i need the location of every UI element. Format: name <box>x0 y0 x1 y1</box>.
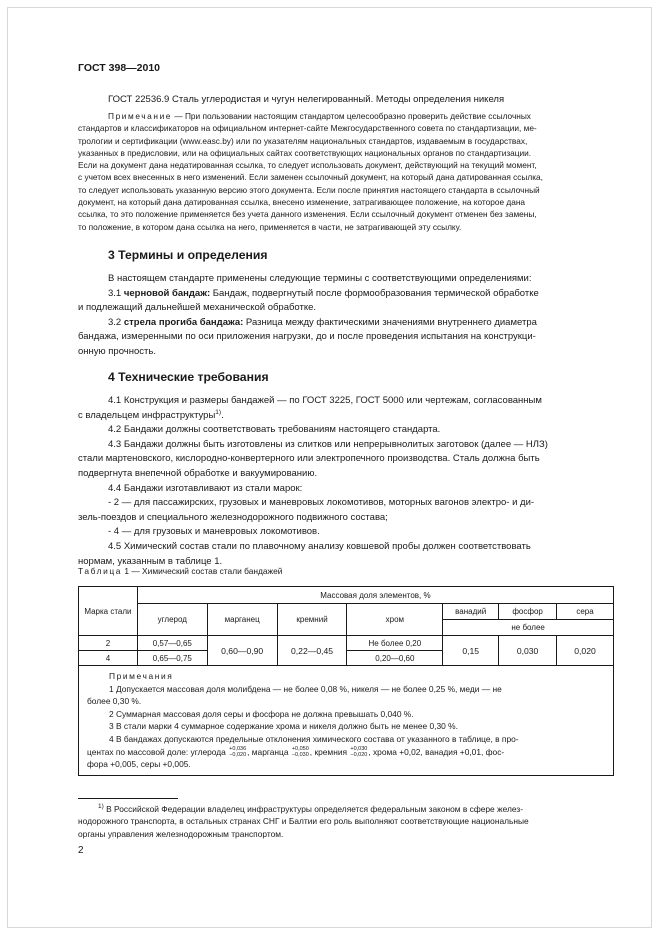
note-line: с учетом всех внесенных в него изменений. Если заменен ссылочный документ, на который дана датированная ссылка, <box>78 172 543 183</box>
section-4-heading: 4 Технические требования <box>108 370 269 384</box>
note-line: то положение, в котором дана ссылка на него, применяется в части, не затрагивающей эту ссылку. <box>78 221 462 232</box>
clause-4-2: 4.2 Бандажи должны соответствовать требованиям настоящего стандарта. <box>108 424 441 436</box>
column-header: хром <box>347 604 443 636</box>
table-row: 4 0,65—0,75 0,20—0,60 <box>79 651 614 666</box>
column-header: марганец <box>207 604 277 636</box>
not-more-header: не более <box>443 620 614 636</box>
note-line: ссылка, то это положение применяется без учета данного изменения. Если ссылочный документ отменен без замены, <box>78 209 537 220</box>
term-3-2: 3.2 стрела прогиба бандажа: Разница между фактическими значениями внутреннего диаметра <box>108 316 537 328</box>
clause-4-1: 4.1 Конструкция и размеры бандажей — по ГОСТ 3225, ГОСТ 5000 или чертежам, согласованным <box>108 395 542 406</box>
note-line: трологии и сертификации (www.easc.by) или по указателям национальных стандартов, издаваемым в государствах, <box>78 135 528 146</box>
footnote: $^{1)}$ В Российской Федерации владелец инфраструктуры определяется федеральным законом в сфере желез- нодорожного транспорта, в остальных странах СНГ и Балтии его роль выполняют соответствующие национальные органы управления железнодорожным транспортом. <box>78 803 529 839</box>
table-note-4: 4 В бандажах допускаются предельные отклонения химического состава от указанного в таблице, в про- <box>109 733 519 744</box>
section-3-body: В настоящем стандарте применены следующие термины с соответствующими определениями: 3.1 черновой бандаж: Бандаж, подвергнутый после формообразования термической обработке и подлежащий дальнейшей механической обработке. 3.2 стрела прогиба бандажа: Разница между фактическими значениями внутреннего диаметра бандажа, измеренными по оси приложения нагрузки, до и после проведения испытания на конструкци- онную прочность. <box>78 272 614 360</box>
note-line: стандартов и классификаторов на официальном интернет-сайте Межгосударственного совета по стандартизации, ме- <box>78 123 537 134</box>
chemical-composition-table <box>78 586 614 776</box>
list-item-grade-4: - 4 — для грузовых и маневровых локомотивов. <box>108 526 320 538</box>
tolerance-carbon: +0,036 −0,020 <box>229 746 247 759</box>
footnote-ref: 1) <box>215 408 222 416</box>
table-note-2: 2 Суммарная массовая доля серы и фосфора не должна превышать 0,040 %. <box>109 708 414 719</box>
reference-line <box>78 93 614 108</box>
tolerance-silicon: +0,030 −0,020 <box>350 746 368 759</box>
table-notes: Примечания 1 Допускается массовая доля молибдена — не более 0,08 %, никеля — не более 0,25 %, меди — не более 0,30 %. 2 Суммарная массовая доля серы и фосфора не должна превышать 0,040 %. 3 В стали марки 4 суммарное содержание хрома и никеля должно быть не менее 0,30 %. 4 В бандажах допускаются предельные отклонения химического состава от указанного в таблице, в про- центах по массовой доле: углерода +0,036 −0,020 , марганца +0,050 −0,030 , кремния +0,030 −0,020 , хрома +0,02, ванадия +0,01, фос- фора +0,005, серы +0,005. <box>79 666 614 776</box>
grade-header: Марка стали <box>79 587 138 636</box>
note-line: Примечание — При пользовании настоящим стандартом целесообразно проверить действие ссылочных <box>108 111 531 121</box>
note-line: то следует использовать указанную версию этого документа. Если после принятия настоящего стандарта в ссылочный <box>78 184 540 195</box>
footnote-mark: 1) <box>98 803 104 811</box>
section-3-heading: 3 Термины и определения <box>108 248 268 262</box>
clause-4-3: 4.3 Бандажи должны быть изготовлены из слитков или непрерывнолитых заготовок (далее — НЛЗ) <box>108 438 548 450</box>
column-header: кремний <box>277 604 347 636</box>
clause-4-4: 4.4 Бандажи изготавливают из стали марок: <box>108 482 303 494</box>
column-header: ванадий <box>443 604 499 620</box>
column-header: углерод <box>137 604 207 636</box>
column-header: фосфор <box>499 604 557 620</box>
footnote-separator <box>78 798 178 799</box>
note-line: Если на документ дана недатированная ссылка, то следует использовать документ, действующий на текущий момент, <box>78 160 537 171</box>
page-number: 2 <box>78 845 84 856</box>
clause-4-5: 4.5 Химический состав стали по плавочному анализу ковшевой пробы должен соответствовать <box>108 540 531 552</box>
column-header: сера <box>557 604 614 620</box>
table-row: 2 0,57—0,65 0,60—0,90 0,22—0,45 Не более 0,20 0,15 0,030 0,020 <box>79 636 614 651</box>
note-line: документ, на который дана датированная ссылка, внесено изменение, затрагивающее положение, на которое дана <box>78 197 526 208</box>
term-3-1: 3.1 черновой бандаж: Бандаж, подвергнутый после формообразования термической обработке <box>108 287 539 299</box>
tolerance-manganese: +0,050 −0,030 <box>291 746 309 759</box>
note-line: указанных в предисловии, или на официальных сайтах соответствующих национальных органов по стандартизации. <box>78 147 532 158</box>
reference-gost-22536-9: ГОСТ 22536.9 Сталь углеродистая и чугун нелегированный. Методы определения никеля <box>108 94 505 105</box>
table-note-1: 1 Допускается массовая доля молибдена — не более 0,08 %, никеля — не более 0,25 %, меди — не <box>109 683 502 694</box>
document-header: ГОСТ 398—2010 <box>78 62 161 74</box>
reference-note <box>78 110 614 233</box>
section-4-body: 4.1 Конструкция и размеры бандажей — по ГОСТ 3225, ГОСТ 5000 или чертежам, согласованным с владельцем инфраструктуры$^{1)}$. 4.2 Бандажи должны соответствовать требованиям настоящего стандарта. 4.3 Бандажи должны быть изготовлены из слитков или непрерывнолитых заготовок (далее — НЛЗ) стали мартеновского, кислородно-конвертерного или электропечного производства. Сталь должна быть подвергнута внепечной обработке и вакуумированию. 4.4 Бандажи изготавливают из стали марок: - 2 — для пассажирских, грузовых и маневровых локомотивов, моторных вагонов электро- и ди- зель-поездов и специального железнодорожного подвижного состава; - 4 — для грузовых и маневровых локомотивов. 4.5 Химический состав стали по плавочному анализу ковшевой пробы должен соответствовать нормам, указанным в таблице 1. <box>78 394 614 569</box>
mass-fraction-header: Массовая доля элементов, % <box>137 587 613 604</box>
table-note-3: 3 В стали марки 4 суммарное содержание хрома и никеля должно быть не менее 0,30 %. <box>109 721 458 732</box>
note-label: Примечание <box>108 111 173 121</box>
table-caption: Таблица 1 — Химический состав стали бандажей <box>78 566 283 576</box>
list-item-grade-2: - 2 — для пассажирских, грузовых и маневровых локомотивов, моторных вагонов электро- и ди- <box>108 497 535 509</box>
